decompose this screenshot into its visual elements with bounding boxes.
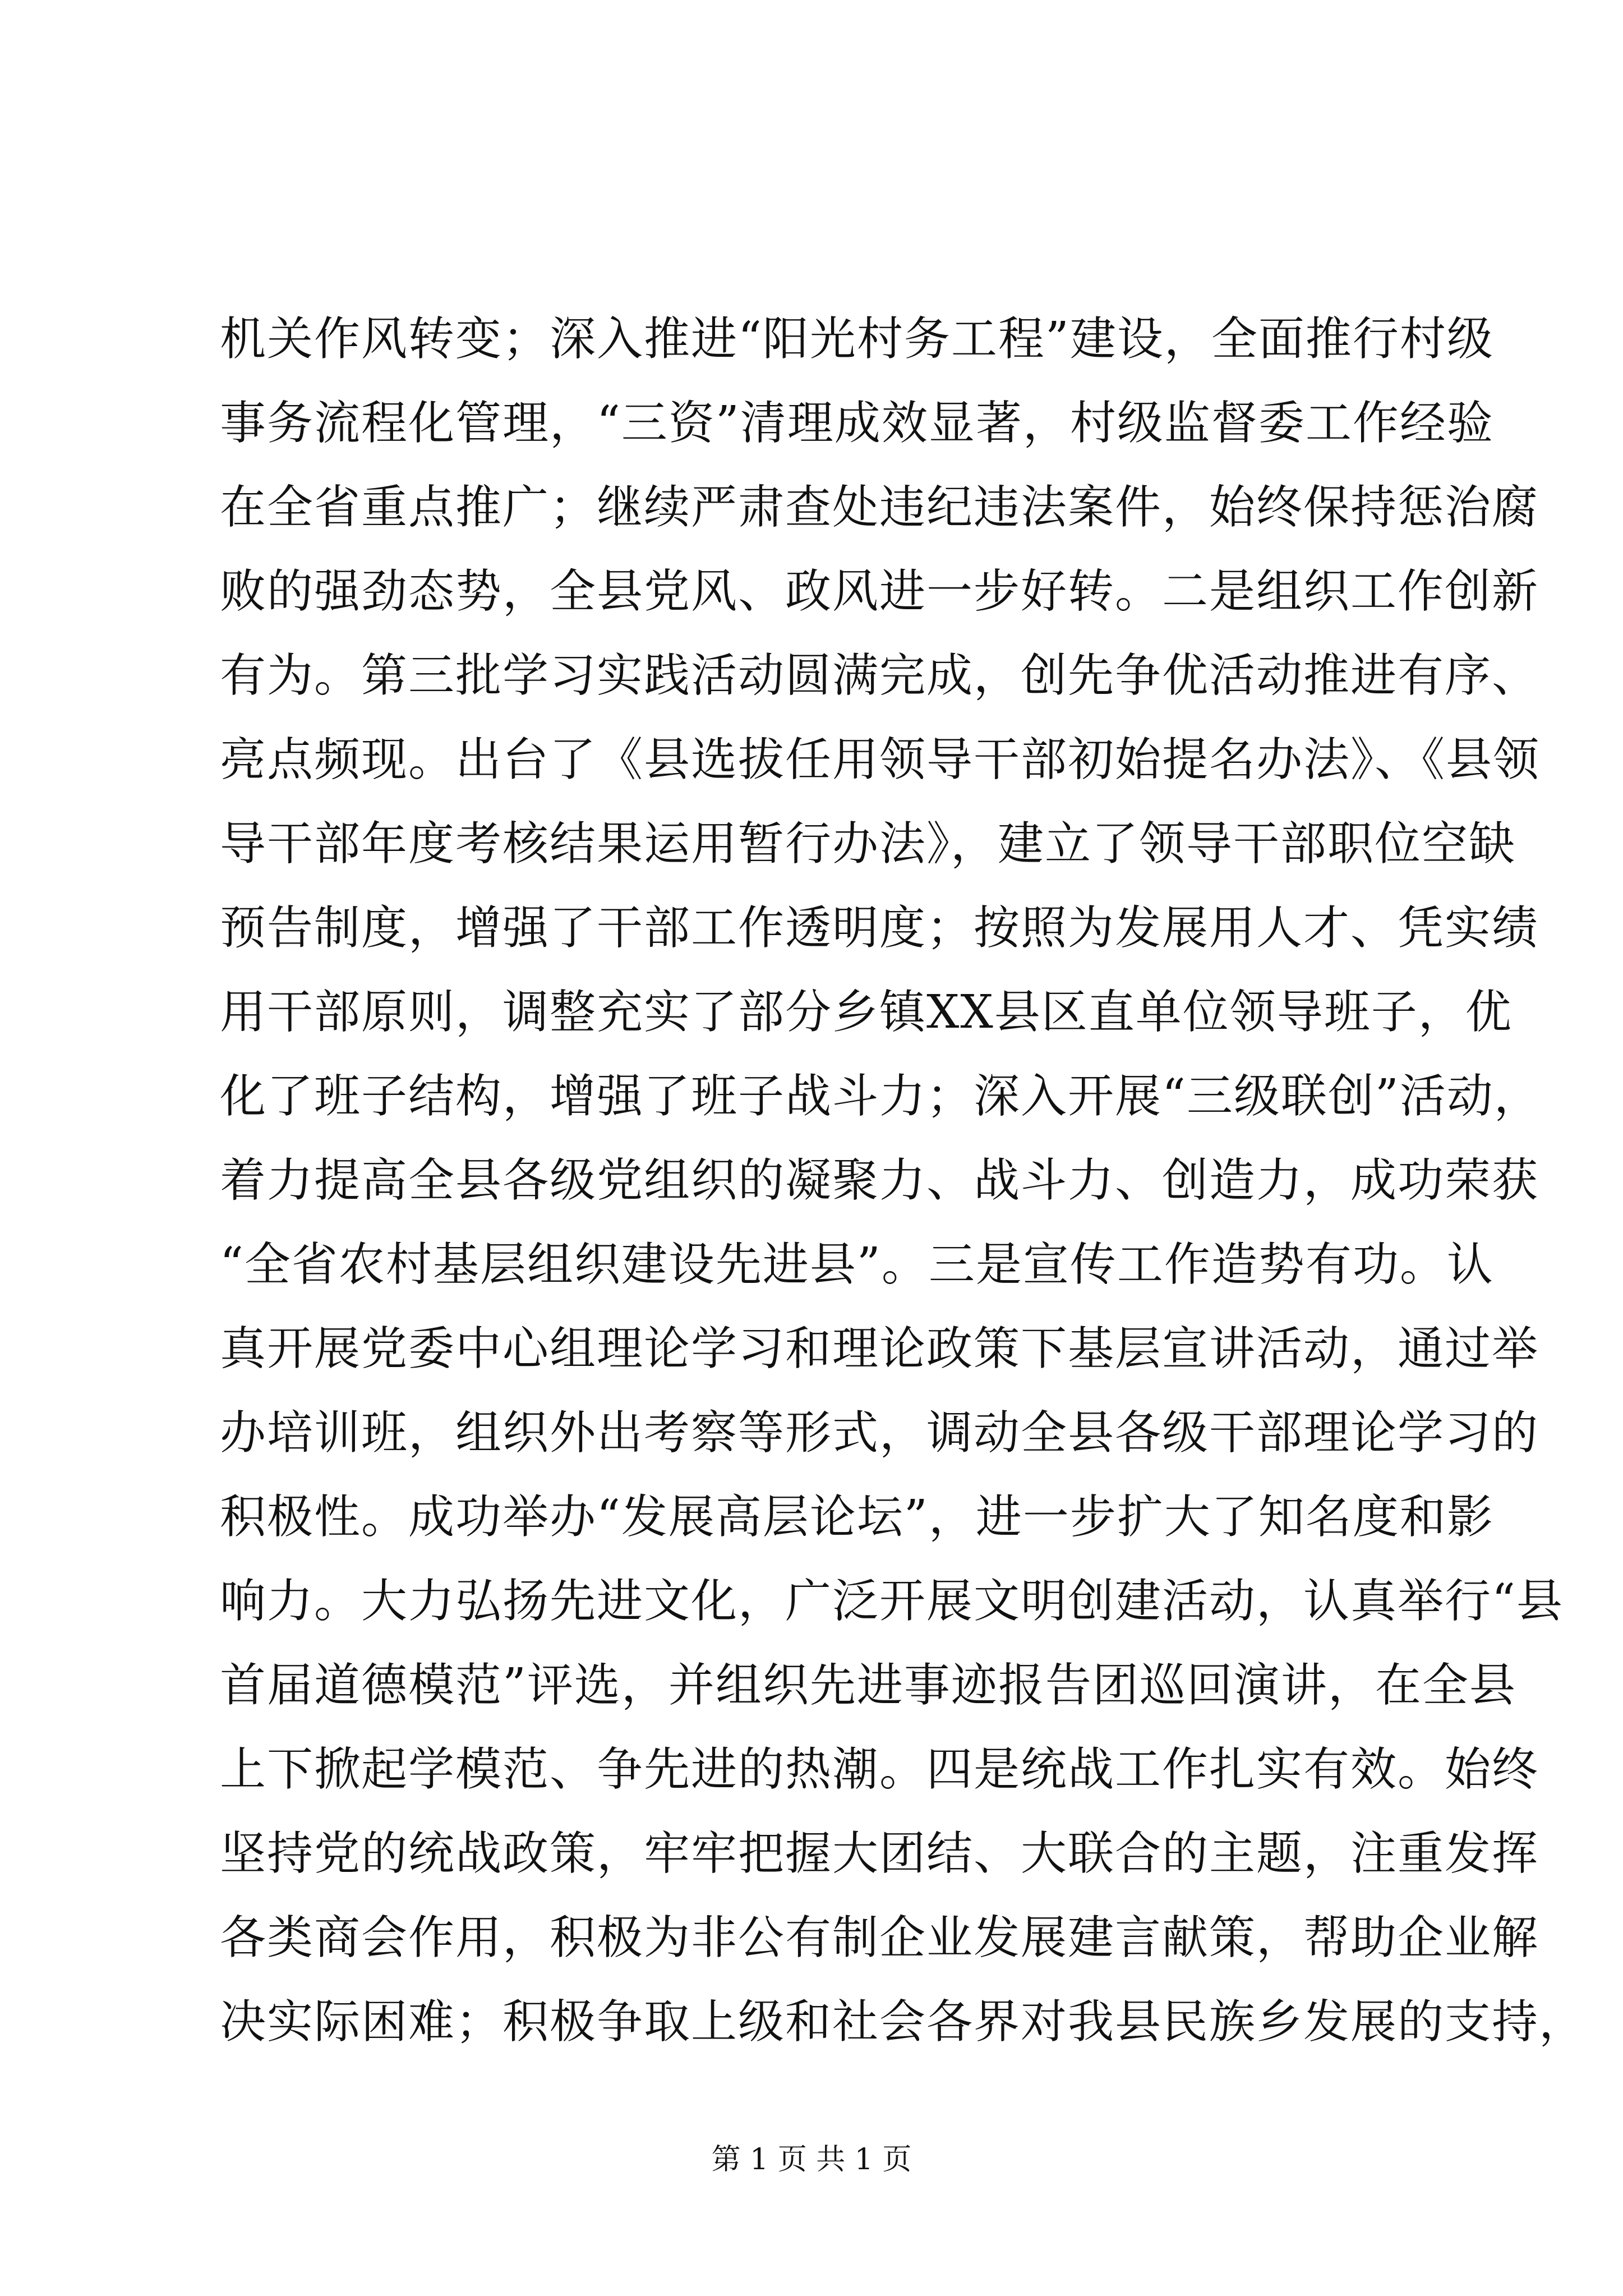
text-line-19: 坚持党的统战政策，牢牢把握大团结、大联合的主题，注重发挥 — [220, 1827, 1539, 1880]
text-line-17: 首届道德模范”评选，并组织先进事迹报告团巡回演讲，在全县 — [220, 1659, 1516, 1712]
page-footer — [0, 2137, 1623, 2182]
text-line-4: 败的强劲态势，全县党风、政风进一步好转。二是组织工作创新 — [220, 565, 1539, 618]
text-line-6: 亮点频现。出台了《县选拔任用领导干部初始提名办法》、《县领 — [220, 733, 1541, 786]
text-line-7: 导干部年度考核结果运用暂行办法》，建立了领导干部职位空缺 — [220, 817, 1516, 871]
text-line-1: 机关作风转变；深入推进“阳光村务工程”建设，全面推行村级 — [220, 312, 1494, 366]
text-line-16: 响力。大力弘扬先进文化，广泛开展文明创建活动，认真举行“县 — [220, 1575, 1564, 1628]
text-line-8: 预告制度，增强了干部工作透明度；按照为发展用人才、凭实绩 — [220, 901, 1539, 955]
text-line-11: 着力提高全县各级党组织的凝聚力、战斗力、创造力，成功荣获 — [220, 1154, 1539, 1207]
text-line-14: 办培训班，组织外出考察等形式，调动全县各级干部理论学习的 — [220, 1406, 1539, 1460]
text-line-3: 在全省重点推广；继续严肃查处违纪违法案件，始终保持惩治腐 — [220, 481, 1539, 534]
body-paragraph — [220, 297, 1587, 2064]
text-line-9: 用干部原则，调整充实了部分乡镇XX县区直单位领导班子，优 — [220, 986, 1513, 1039]
text-line-15: 积极性。成功举办“发展高层论坛”，进一步扩大了知名度和影 — [220, 1490, 1494, 1544]
text-line-18: 上下掀起学模范、争先进的热潮。四是统战工作扎实有效。始终 — [220, 1743, 1539, 1796]
text-line-5: 有为。第三批学习实践活动圆满完成，创先争优活动推进有序、 — [220, 649, 1539, 702]
text-line-2: 事务流程化管理，“三资”清理成效显著，村级监督委工作经验 — [220, 397, 1494, 450]
page-number-label: 第 1 页 共 1 页 — [711, 2143, 912, 2177]
text-line-20: 各类商会作用，积极为非公有制企业发展建言献策，帮助企业解 — [220, 1911, 1539, 1964]
text-line-10: 化了班子结构，增强了班子战斗力；深入开展“三级联创”活动， — [220, 1070, 1541, 1123]
text-line-21: 决实际困难；积极争取上级和社会各界对我县民族乡发展的支持， — [220, 1995, 1587, 2049]
text-line-12: “全省农村基层组织建设先进县”。三是宣传工作造势有功。认 — [220, 1238, 1494, 1291]
text-line-13: 真开展党委中心组理论学习和理论政策下基层宣讲活动，通过举 — [220, 1322, 1539, 1375]
